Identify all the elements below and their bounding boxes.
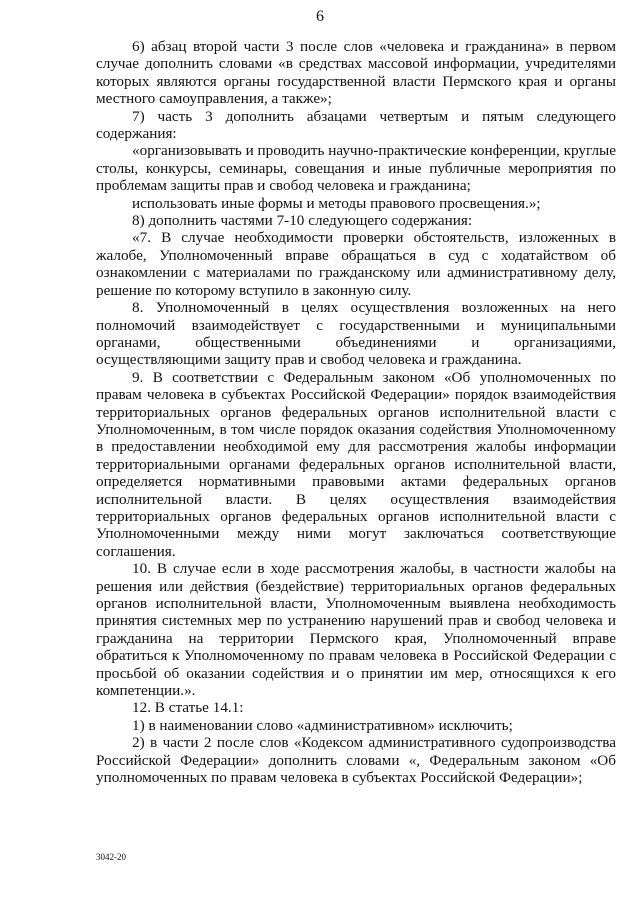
- paragraph-article-14-1: 12. В статье 14.1:: [132, 699, 244, 717]
- paragraph-part-10: 10. В случае если в ходе рассмотрения жалобы, в частности жалобы на решения или действия (бездействие) территориальных органов федеральных органов исполнительной власти, Уполномоченным выявлена необходимость принятия системных мер по устранению нарушений прав и свобод человека и гражданина на территории Пермского края, Уполномоченный вправе обратиться к Уполномоченному по правам человека в Российской Федерации с просьбой об оказании содействия и о принятии им мер, относящихся к его компетенции.».: [96, 560, 616, 700]
- document-code: 3042-20: [96, 852, 126, 862]
- paragraph-quote-organize: «организовывать и проводить научно-практические конференции, круглые столы, конкурсы, семинары, совещания и иные публичные мероприятия по проблемам защиты прав и свобод человека и гражданина;: [96, 142, 616, 195]
- document-body: [96, 38, 616, 786]
- paragraph-amendment-7: 7) часть 3 дополнить абзацами четвертым и пятым следующего содержания:: [96, 107, 616, 143]
- page-number: 6: [316, 8, 324, 25]
- paragraph-amendment-8: 8) дополнить частями 7-10 следующего содержания:: [132, 212, 473, 230]
- paragraph-part-9: 9. В соответствии с Федеральным законом «Об уполномоченных по правам человека в субъектах Российской Федерации» порядок взаимодействия территориальных органов федеральных органов исполнительной власти с Уполномоченным, в том числе порядок оказания содействия Уполномоченному в предоставлении необходимой ему для рассмотрения жалобы информации территориальными органами федеральных органов исполнительной власти, определяется нормативными правовыми актами федеральных органов исполнительной власти. В целях осуществления взаимодействия территориальных органов федеральных органов исполнительной власти с Уполномоченными между ними могут заключаться соответствующие соглашения.: [96, 368, 616, 560]
- paragraph-item-1: 1) в наименовании слово «административном» исключить;: [132, 716, 513, 734]
- paragraph-item-2: 2) в части 2 после слов «Кодексом административного судопроизводства Российской Федерации» дополнить словами «, Федеральным законом «Об уполномоченных по правам человека в субъектах Российской Федерации»;: [96, 734, 616, 787]
- paragraph-part-8: 8. Уполномоченный в целях осуществления возложенных на него полномочий взаимодействует с государственными и муниципальными органами, общественными объединениями и организациями, осуществляющими защиту прав и свобод человека и гражданина.: [96, 299, 616, 369]
- paragraph-amendment-6: 6) абзац второй части 3 после слов «человека и гражданина» в первом случае дополнить словами «в средствах массовой информации, учредителями которых являются органы государственной власти Пермского края и органы местного самоуправления, а также»;: [96, 38, 616, 108]
- paragraph-quote-use-forms: использовать иные формы и методы правового просвещения.»;: [132, 194, 541, 212]
- paragraph-part-7: «7. В случае необходимости проверки обстоятельств, изложенных в жалобе, Уполномоченный вправе обращаться в суд с ходатайством об ознакомлении с материалами по гражданскому или административному делу, решение по которому вступило в законную силу.: [96, 229, 616, 299]
